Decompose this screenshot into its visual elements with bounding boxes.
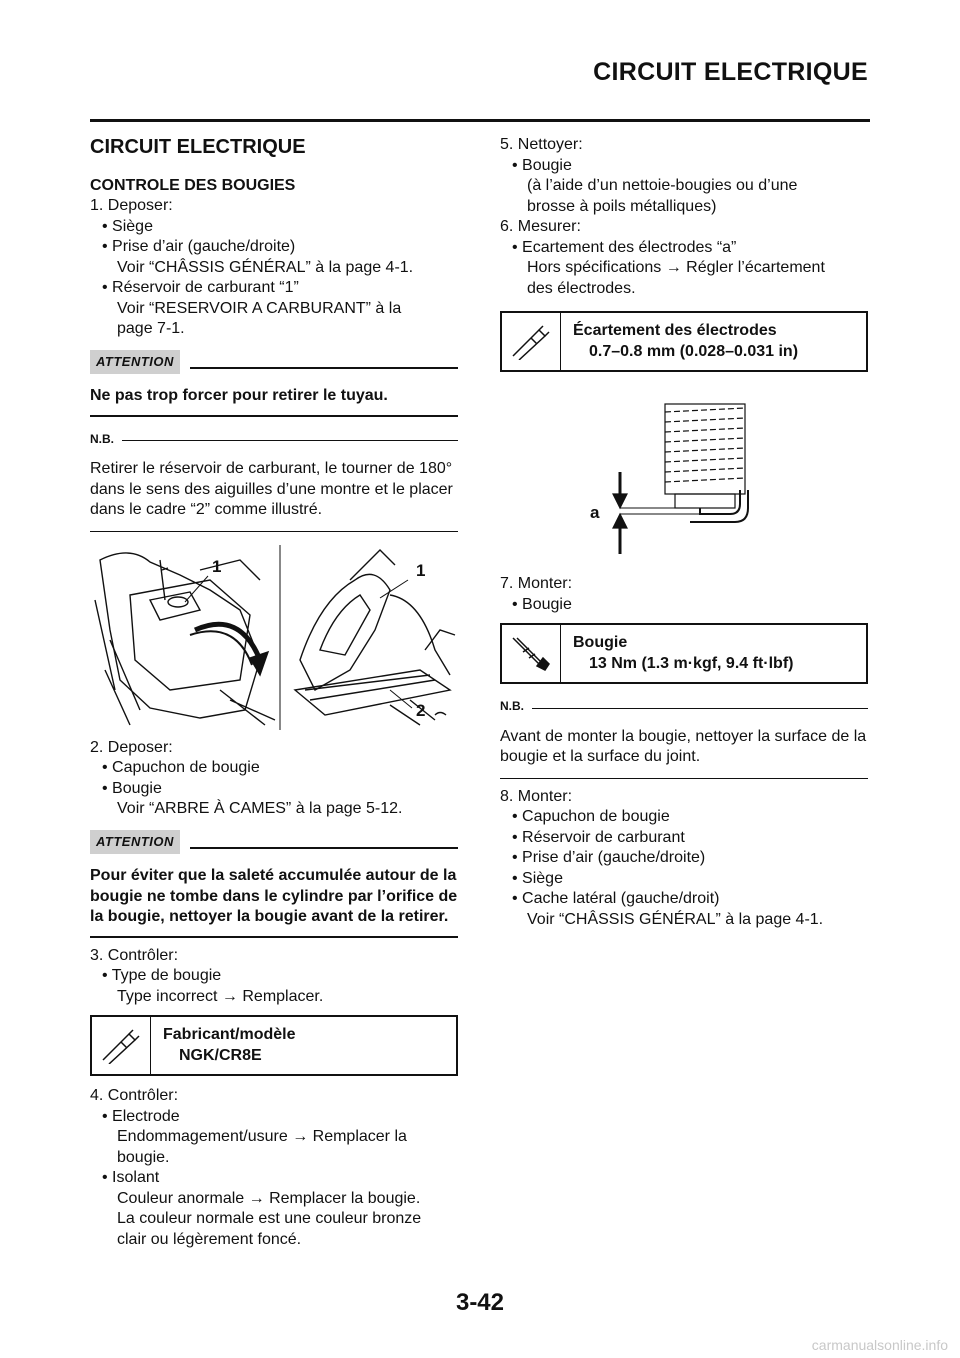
spec-box (500, 623, 868, 684)
right-column (500, 135, 868, 930)
step-8-item: • Capuchon de bougie (512, 808, 670, 825)
note-text: Avant de monter la bougie, nettoyer la surface de la bougie et la surface du joint. (500, 717, 868, 779)
step-1-reference: Voir “RESERVOIR A CARBURANT” à la (117, 299, 402, 317)
note-label: N.B. (90, 431, 114, 446)
electrode-gap-figure (500, 382, 868, 568)
step-7-title: 7. Monter: (500, 575, 573, 592)
note-rule (122, 440, 458, 441)
step-5-detail: (à l’aide d’un nettoie-bougies ou d’une (527, 177, 798, 194)
step-4-detail: bougie. (117, 1148, 170, 1166)
attention-text: Ne pas trop forcer pour retirer le tuyau. (90, 374, 458, 417)
spec-value: NGK/CR8E (179, 1046, 262, 1064)
watermark: carmanualsonline.info (811, 1337, 948, 1353)
step-4-detail: Couleur anormale → Remplacer la bougie. (117, 1189, 421, 1207)
step-3-detail: Type incorrect → Remplacer. (117, 987, 324, 1005)
step-2-item: • Capuchon de bougie (102, 759, 260, 776)
step-6-detail: Hors spécifications → Régler l’écartement (527, 259, 825, 276)
section-title: CIRCUIT ELECTRIQUE (90, 136, 306, 158)
step-3-title: 3. Contrôler: (90, 946, 179, 964)
header-title: CIRCUIT ELECTRIQUE (593, 58, 868, 86)
step-2-reference: Voir “ARBRE À CAMES” à la page 5-12. (117, 800, 403, 817)
caliper-icon (502, 313, 561, 370)
spec-name: Fabricant/modèle (163, 1026, 296, 1043)
fuel-tank-illustration (90, 540, 458, 732)
spark-plug-illustration (500, 382, 868, 568)
attention-rule (190, 367, 458, 369)
note-label: N.B. (500, 699, 524, 713)
figure-callout: 1 (212, 556, 222, 576)
step-5-detail: brosse à poils métalliques) (527, 197, 717, 215)
step-6-item: • Ecartement des électrodes “a” (512, 238, 737, 256)
step-1-reference: Voir “CHÂSSIS GÉNÉRAL” à la page 4-1. (117, 258, 414, 276)
spec-value: 13 Nm (1.3 m·kgf, 9.4 ft·lbf) (589, 654, 794, 672)
attention-label: ATTENTION (90, 830, 180, 855)
step-2-title: 2. Deposer: (90, 738, 173, 756)
left-column (90, 135, 458, 1250)
step-1-reference: page 7-1. (117, 320, 185, 337)
step-3-item: • Type de bougie (102, 967, 222, 984)
page-number: 3-42 (455, 1289, 505, 1316)
step-4-detail: La couleur normale est une couleur bronze (117, 1210, 422, 1227)
caliper-icon (92, 1017, 151, 1074)
spec-name: Écartement des électrodes (573, 322, 777, 339)
attention-text: Pour éviter que la saleté accumulée autour de la bougie ne tombe dans le cylindre par l’orifice de la bougie, nettoyer la bougie avant de la retirer. (90, 854, 458, 938)
step-6-title: 6. Mesurer: (500, 218, 581, 235)
spec-box (90, 1015, 458, 1076)
attention-label: ATTENTION (90, 350, 180, 375)
note-box (90, 429, 458, 532)
step-5-item: • Bougie (512, 156, 572, 174)
attention-rule (190, 847, 458, 849)
step-1-title: 1. Deposer: (90, 197, 173, 214)
spec-box (500, 311, 868, 372)
attention-box (90, 350, 458, 417)
figure-callout: 1 (416, 560, 426, 580)
gap-label: a (590, 503, 600, 522)
spec-value: 0.7–0.8 mm (0.028–0.031 in) (589, 342, 799, 360)
subsection-title: CONTROLE DES BOUGIES (90, 176, 296, 194)
step-6-detail: des électrodes. (527, 279, 636, 297)
attention-box (90, 830, 458, 938)
step-8-item: • Réservoir de carburant (512, 828, 685, 846)
note-text: Retirer le réservoir de carburant, le tourner de 180° dans le sens des aiguilles d’une montre et le placer dans le cadre “2” comme illustré. (90, 449, 458, 532)
step-8-reference: Voir “CHÂSSIS GÉNÉRAL” à la page 4-1. (527, 910, 824, 928)
step-4-detail: clair ou légèrement foncé. (117, 1230, 302, 1248)
step-7-item: • Bougie (512, 595, 572, 613)
step-4-item: • Isolant (102, 1169, 160, 1186)
step-8-item: • Cache latéral (gauche/droit) (512, 890, 720, 907)
step-1-item: • Réservoir de carburant “1” (102, 279, 299, 296)
fuel-tank-figure (90, 540, 458, 732)
step-4-item: • Electrode (102, 1107, 180, 1125)
step-2-item: • Bougie (102, 779, 162, 797)
figure-callout: 2 (416, 700, 426, 720)
step-4-detail: Endommagement/usure → Remplacer la (117, 1128, 407, 1145)
step-8-item: • Prise d’air (gauche/droite) (512, 849, 706, 866)
spec-name: Bougie (573, 634, 628, 651)
header-rule (90, 119, 870, 122)
step-5-title: 5. Nettoyer: (500, 136, 583, 153)
note-box (500, 696, 868, 779)
step-8-title: 8. Monter: (500, 787, 573, 805)
step-1-item: • Siège (102, 217, 153, 235)
torque-wrench-icon (502, 625, 561, 682)
step-1-item: • Prise d’air (gauche/droite) (102, 238, 296, 255)
step-4-title: 4. Contrôler: (90, 1087, 179, 1104)
step-8-item: • Siège (512, 869, 563, 887)
note-rule (532, 708, 868, 709)
